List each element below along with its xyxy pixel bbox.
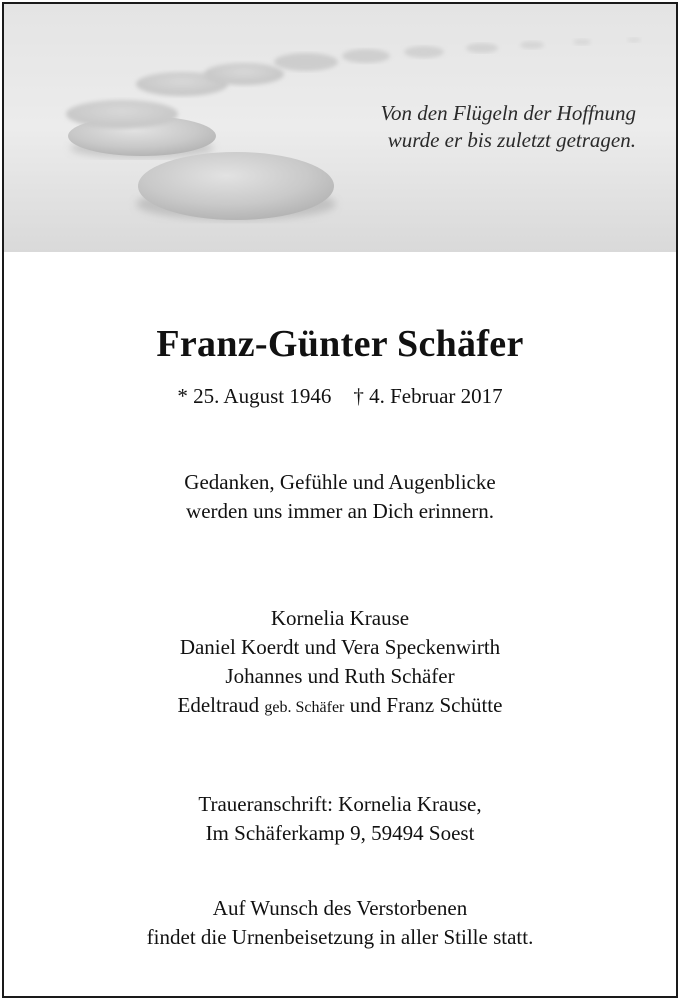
- verse-line-1: Gedanken, Gefühle und Augenblicke: [184, 470, 496, 494]
- death-date: † 4. Februar 2017: [353, 384, 503, 408]
- notice-line-1: Auf Wunsch des Verstorbenen: [212, 896, 468, 920]
- stone-far-2: [342, 49, 390, 63]
- address-line-1: Traueranschrift: Kornelia Krause,: [198, 792, 482, 816]
- stone-large: [138, 152, 334, 220]
- mourner-line-3: Johannes und Ruth Schäfer: [225, 664, 455, 688]
- condolence-address: [4, 790, 676, 848]
- stone-far-3: [404, 46, 444, 58]
- mourner-line-2: Daniel Koerdt und Vera Speckenwirth: [179, 635, 501, 659]
- obituary-card: [2, 2, 678, 998]
- motto-quote: [381, 100, 636, 154]
- mourners-list: [4, 604, 676, 722]
- stepping-stones-image: [4, 4, 676, 252]
- mourner-line-4-rest: und Franz Schütte: [349, 693, 503, 717]
- life-dates: [4, 382, 676, 410]
- stone-far-7: [627, 38, 641, 43]
- mourner-line-1: Kornelia Krause: [270, 606, 410, 630]
- stone-mid: [204, 63, 284, 85]
- stone-far-1: [274, 53, 338, 71]
- stone-far-5: [520, 41, 544, 49]
- stone-far-4: [466, 43, 498, 53]
- stone-blurred: [66, 100, 178, 128]
- mourner-line-4: [4, 691, 676, 722]
- address-line-2: Im Schäferkamp 9, 59494 Soest: [205, 821, 475, 845]
- memorial-verse: [4, 468, 676, 526]
- motto-line-1: Von den Flügeln der Hoffnung: [380, 101, 636, 125]
- verse-line-2: werden uns immer an Dich erinnern.: [186, 499, 494, 523]
- burial-notice: [4, 894, 676, 952]
- deceased-name: Franz-Günter Schäfer: [156, 323, 524, 365]
- notice-line-2: findet die Urnenbeisetzung in aller Stille statt.: [146, 925, 534, 949]
- motto-line-2: wurde er bis zuletzt getragen.: [387, 128, 636, 152]
- birth-date: * 25. August 1946: [177, 384, 332, 408]
- maiden-name-note: geb. Schäfer: [264, 699, 345, 716]
- stone-far-6: [573, 39, 591, 45]
- mourner-line-4-name: Edeltraud: [177, 693, 260, 717]
